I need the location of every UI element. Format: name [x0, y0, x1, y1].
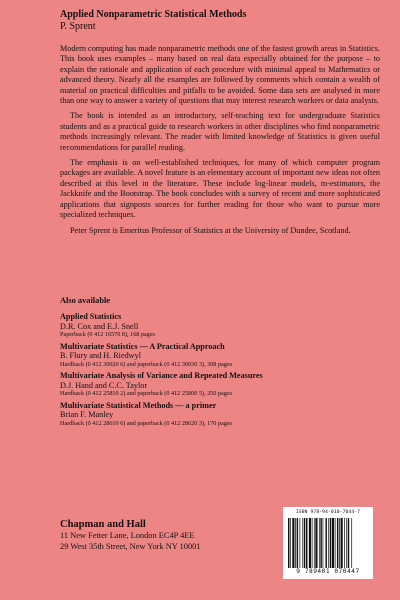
- barcode-bar: [297, 518, 298, 568]
- blurb: [60, 44, 380, 241]
- barcode-bar: [319, 518, 320, 568]
- barcode-bar: [309, 518, 311, 568]
- blurb-paragraph: The emphasis is on well-established techniques, for many of which computer program packages are available. A novel feature is an elementary account of important new ideas not often described at this level in the literature. These include log-linear models, m-estimators, the Jackknife and the Bootstrap. The book concludes with a survey of recent and more sophisticated applications that signposts sources for further reading for those who want to pursue more specialized techniques.: [60, 158, 380, 220]
- book-author: P. Sprent: [60, 21, 96, 32]
- barcode-bar: [314, 518, 315, 568]
- barcode-bar: [332, 518, 334, 568]
- barcode-bar: [335, 518, 336, 568]
- also-available-section: [60, 296, 380, 430]
- barcode-bar: [330, 518, 331, 568]
- barcode-bar: [348, 518, 349, 568]
- barcode-bar: [300, 518, 301, 568]
- barcode-bar: [312, 518, 313, 568]
- barcode-bar: [295, 518, 296, 568]
- blurb-paragraph: Modern computing has made nonparametric methods one of the fastest growth areas in Statistics. This book uses examples – many based on real data especially obtained for the purpose – to explain the rationale and application of each procedure with minimal appeal to Mathematics or advanced theory. Nearly all the examples are followed by comments which contain a wealth of material on practical difficulties and pitfalls to be avoided. Some data sets are analysed in more than one way to answer a variety of questions that may interest research workers or data analysts.: [60, 44, 380, 106]
- barcode-bar: [351, 518, 352, 568]
- also-available-authors: D.R. Cox and E.J. Snell: [60, 321, 139, 331]
- author-bio: Peter Sprent is Emeritus Professor of Statistics at the University of Dundee, Scotland.: [70, 225, 351, 235]
- also-available-title: Applied Statistics: [60, 312, 122, 321]
- also-available-item: [60, 312, 380, 339]
- barcode-bar: [325, 518, 326, 568]
- also-available-heading: Also available: [60, 296, 111, 305]
- barcode-bar: [323, 518, 324, 568]
- publisher-address-london: 11 New Fetter Lane, London EC4P 4EE: [60, 531, 195, 540]
- barcode-bar: [346, 518, 347, 568]
- also-available-details: Paperback (0 412 16570 8), 168 pages: [60, 331, 156, 339]
- barcode-bar: [304, 518, 305, 568]
- book-title: Applied Nonparametric Statistical Methods: [60, 9, 247, 20]
- barcode-number: 9 789401 070447: [296, 568, 360, 575]
- barcode-bar: [320, 518, 321, 568]
- also-available-details: Hardback (0 412 30020 6) and paperback (0 412 30030 3), 308 pages: [60, 360, 232, 368]
- barcode-bar: [292, 518, 294, 568]
- barcode-bar: [306, 518, 307, 568]
- barcode-bar: [302, 518, 303, 568]
- publisher-name: Chapman and Hall: [60, 519, 146, 530]
- also-available-authors: B. Flury and H. Riedwyl: [60, 351, 141, 361]
- also-available-item: [60, 401, 380, 428]
- isbn-label: ISBN 978-94-010-7044-7: [295, 510, 361, 515]
- blurb-paragraph: The book is intended as an introductory, self-teaching text for undergraduate Statistics students and as a practical guide to research workers in other disciplines who find nonparametric methods increasingly relevant. The reader with limited knowledge of Statistics is given useful recommendations for parallel reading.: [60, 111, 380, 152]
- also-available-item: [60, 371, 380, 398]
- also-available-authors: D.J. Hand and C.C. Taylor: [60, 380, 148, 390]
- barcode-panel: [283, 507, 373, 579]
- publisher-address-new-york: 29 West 35th Street, New York NY 10001: [60, 541, 201, 551]
- also-available-title: Multivariate Analysis of Variance and Repeated Measures: [60, 371, 263, 381]
- barcode-bar: [341, 518, 343, 568]
- barcode-bar: [315, 518, 317, 568]
- barcode-bar: [288, 518, 289, 568]
- also-available-item: [60, 342, 380, 369]
- publisher-block: [60, 519, 280, 552]
- also-available-details: Hardback (0 412 25810 2) and paperback (0 412 25800 5), 250 pages: [60, 390, 232, 398]
- barcode-bar: [337, 518, 338, 568]
- barcode-bar: [339, 518, 340, 568]
- also-available-details: Hardback (0 412 28610 6) and paperback (0 412 28620 3), 170 pages: [60, 419, 232, 427]
- also-available-title: Multivariate Statistical Methods — a primer: [60, 400, 217, 410]
- barcode-bar: [344, 518, 345, 568]
- also-available-title: Multivariate Statistics — A Practical Approach: [60, 341, 225, 351]
- barcode-bar: [328, 518, 329, 568]
- barcode-bar: [290, 518, 291, 568]
- book-header: [60, 9, 380, 33]
- barcode-icon: [287, 518, 369, 568]
- also-available-authors: Brian F. Manley: [60, 410, 114, 420]
